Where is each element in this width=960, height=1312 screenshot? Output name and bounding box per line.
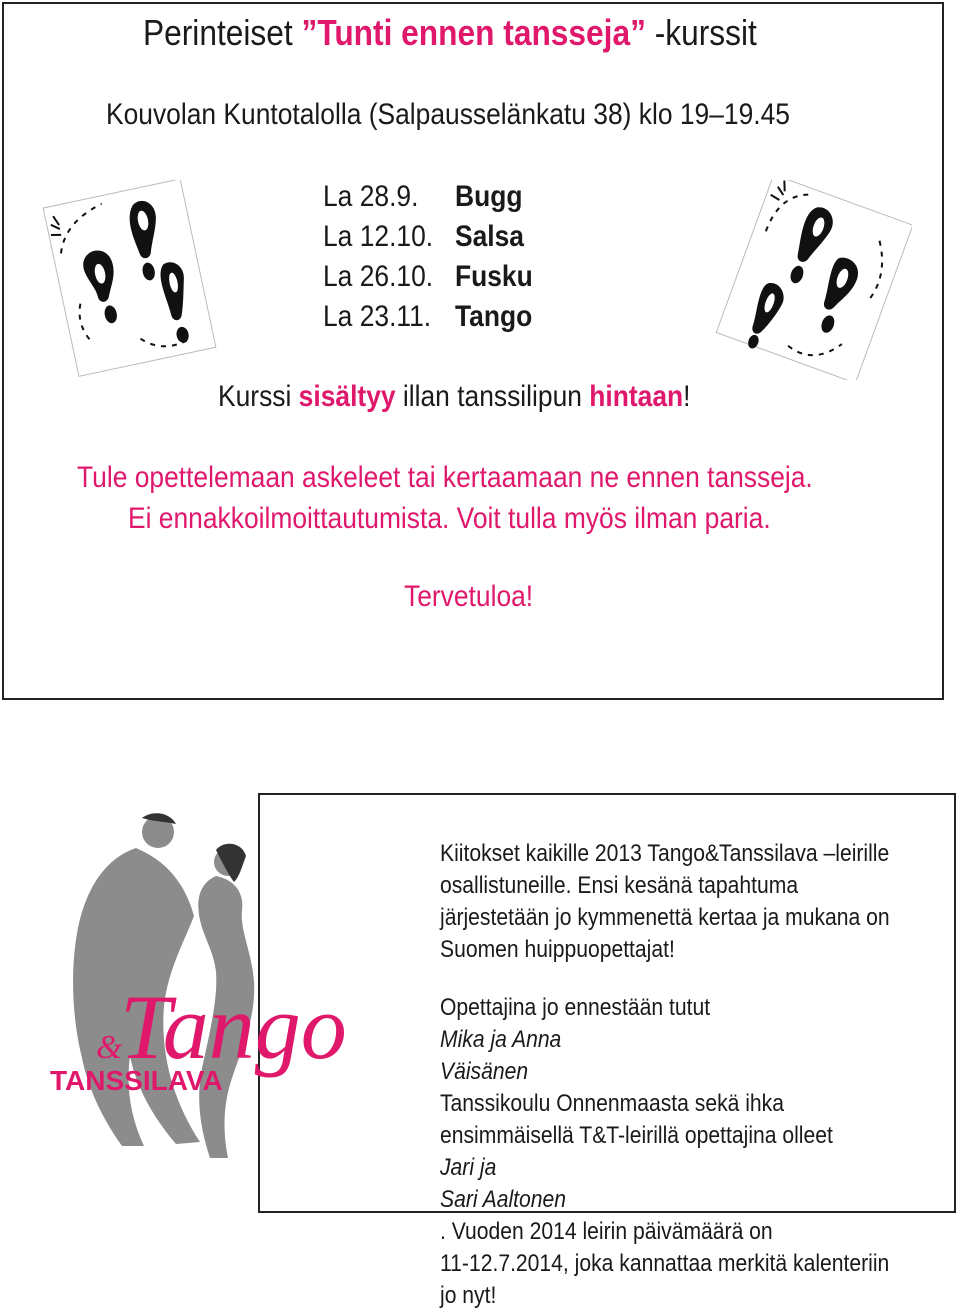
invite-line-2: Ei ennakkoilmoittautumista. Voit tulla myös ilman paria. [128, 502, 771, 535]
logo-tanssilava-word: TANSSILAVA [50, 1065, 223, 1096]
schedule-row: La 28.9. Bugg [323, 180, 523, 213]
venue-line: Kouvolan Kuntotalolla (Salpausselänkatu 38) klo 19–19.45 [106, 98, 790, 131]
dance-steps-right-illustration [712, 180, 912, 380]
invite-line-1: Tule opettelemaan askeleet tai kertaamaan ne ennen tansseja. [77, 461, 813, 494]
schedule-row: La 12.10. Salsa [323, 220, 524, 253]
schedule-row: La 23.11. Tango [323, 300, 533, 333]
welcome-text: Tervetuloa! [404, 580, 534, 613]
camp-teachers-paragraph: Opettajina jo ennestään tutut Mika ja Anna Väisänen Tanssikoulu Onnenmaasta sekä ihka ensimmäisellä T&T-leirillä opettajina olleet Jari ja Sari Aaltonen . Vuoden 2014 leirin päivämäärä on 11-12.7.2014, joka kannattaa merkitä kalenteriin jo nyt! [440, 994, 890, 1309]
included-note: Kurssi sisältyy illan tanssilipun hintaan! [218, 380, 691, 413]
logo-ampersand: & [96, 1029, 123, 1066]
logo-tango-word: Tango [120, 976, 347, 1078]
flyer-title: Perinteiset ”Tunti ennen tansseja” -kurssit [143, 12, 757, 53]
tango-tanssilava-logo [40, 810, 385, 1180]
camp-thanks-paragraph: Kiitokset kaikille 2013 Tango&Tanssilava –leirille osallistuneille. Ensi kesänä tapahtuma järjestetään jo kymmenettä kertaa ja mukana on Suomen huippuopettajat! [440, 840, 890, 963]
schedule-row: La 26.10. Fusku [323, 260, 533, 293]
dance-steps-left-illustration [38, 180, 218, 380]
